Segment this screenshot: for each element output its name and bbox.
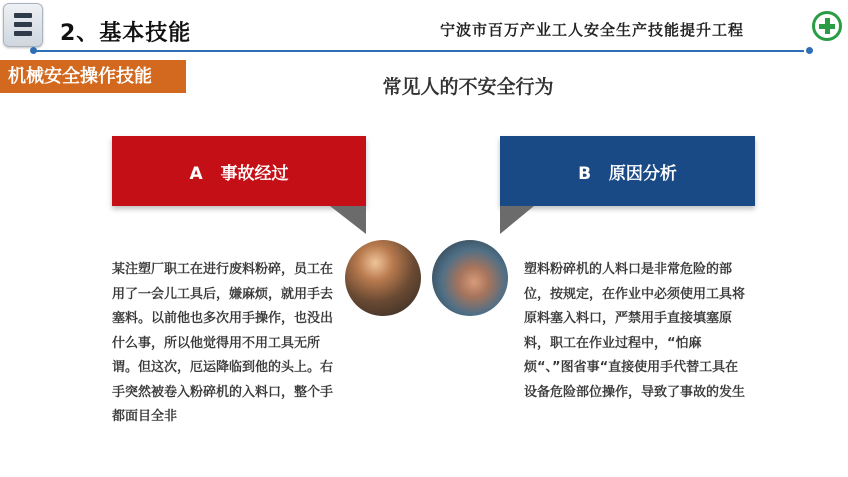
- box-a-tail: [330, 206, 366, 234]
- accident-process-box: [112, 136, 366, 206]
- green-cross-icon: [812, 11, 842, 41]
- header-divider: [36, 50, 804, 52]
- program-title: 宁波市百万产业工人安全生产技能提升工程: [440, 21, 745, 39]
- box-b-tail: [500, 206, 534, 234]
- cause-analysis-label: B 原因分析: [578, 163, 677, 184]
- cause-description: 塑料粉碎机的人料口是非常危险的部位，按规定，在作业中必须使用工具将原料塞入料口，严禁用手直接填塞原料，职工在作业过程中，“怕麻烦“、”图省事“直接使用手代替工具在设备危险部位操作，导致了事故的发生: [524, 262, 746, 400]
- category-tag: 机械安全操作技能: [0, 60, 186, 93]
- cause-analysis-box: [500, 136, 755, 206]
- injured-hand-photo: [432, 240, 508, 316]
- accident-process-label: A 事故经过: [189, 163, 289, 184]
- divider-dot: [806, 47, 813, 54]
- section-title: 2、基本技能: [60, 21, 192, 46]
- accident-description: 某注塑厂职工在进行废料粉碎，员工在用了一会儿工具后，嫌麻烦，就用手去塞料。以前他也多次用手操作，也没出什么事，所以他觉得用不用工具无所谓。但这次，厄运降临到他的头上。右手突然被卷入粉碎机的入料口，整个手都面目全非: [112, 262, 334, 424]
- slide-title: 常见人的不安全行为: [382, 76, 554, 98]
- factory-worker-photo: [345, 240, 421, 316]
- server-icon: [3, 3, 43, 47]
